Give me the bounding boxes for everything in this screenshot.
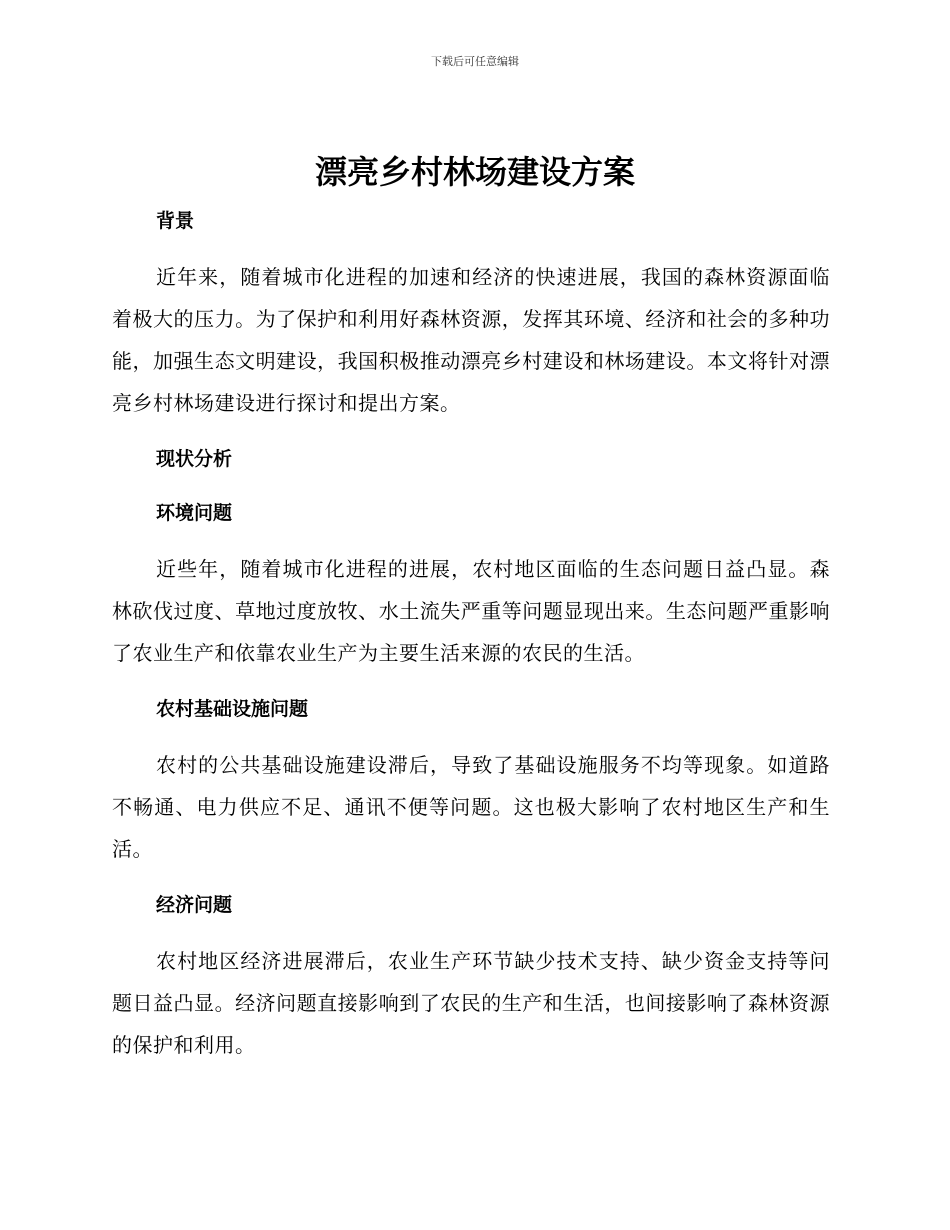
section-heading-infrastructure: 农村基础设施问题 [156, 698, 309, 720]
page-header-note: 下载后可任意编辑 [431, 55, 519, 68]
paragraph-economy: 农村地区经济进展滞后，农业生产环节缺少技术支持、缺少资金支持等问题日益凸显。经济问题直接影响到了农民的生产和生活，也间接影响了森林资源的保护和利用。 [112, 949, 830, 1057]
document-title: 漂亮乡村林场建设方案 [314, 153, 635, 191]
document-body [112, 200, 830, 1066]
section-heading-environment: 环境问题 [156, 502, 233, 524]
section-heading-analysis: 现状分析 [156, 448, 233, 470]
section-heading-background: 背景 [156, 210, 195, 232]
paragraph-infrastructure: 农村的公共基础设施建设滞后，导致了基础设施服务不均等现象。如道路不畅通、电力供应不足、通讯不便等问题。这也极大影响了农村地区生产和生活。 [112, 753, 830, 861]
paragraph-background: 近年来，随着城市化进程的加速和经济的快速进展，我国的森林资源面临着极大的压力。为了保护和利用好森林资源，发挥其环境、经济和社会的多种功能，加强生态文明建设，我国积极推动漂亮乡村建设和林场建设。本文将针对漂亮乡村林场建设进行探讨和提出方案。 [112, 265, 830, 415]
section-heading-economy: 经济问题 [156, 894, 233, 916]
paragraph-environment: 近些年，随着城市化进程的进展，农村地区面临的生态问题日益凸显。森林砍伐过度、草地过度放牧、水土流失严重等问题显现出来。生态问题严重影响了农业生产和依靠农业生产为主要生活来源的农民的生活。 [112, 557, 830, 665]
